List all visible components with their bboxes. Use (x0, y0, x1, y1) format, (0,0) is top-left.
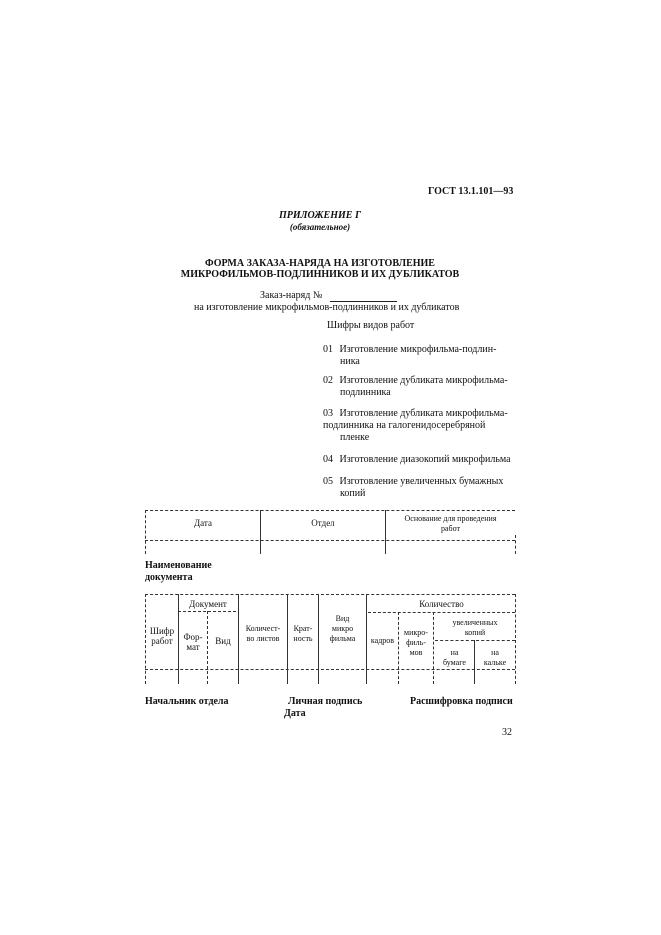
table2-col-multiplicity: Крат- ность (293, 624, 313, 643)
work-code-05: 05 Изготовление увеличенных бумажных копий (323, 476, 504, 499)
table2-copies-subheader-line (435, 640, 515, 641)
table2-header-bottom-line (145, 669, 515, 670)
table1-left-border (145, 510, 146, 554)
table1-col-dept: Отдел (311, 518, 335, 528)
table1-col-basis: Основание для проведения работ (404, 514, 497, 533)
table2-col-enlarged-copies: увеличенных копий (452, 618, 498, 637)
work-code-03: 03 Изготовление дубликата микрофильма- подлинника на галогенидосеребряной пленке (323, 408, 508, 443)
order-label: Заказ-наряд № (260, 290, 323, 301)
table2-col-quantity: Количество (419, 599, 464, 609)
table2-col-microfilms: микро- филь- мов (404, 628, 428, 657)
form-title-line1: ФОРМА ЗАКАЗА-НАРЯДА НА ИЗГОТОВЛЕНИЕ (205, 258, 435, 269)
work-code-02: 02 Изготовление дубликата микрофильма- подлинника (323, 375, 508, 398)
table1-divider-1 (260, 510, 261, 554)
signature-personal: Личная подпись (288, 696, 363, 707)
work-code-04: 04 Изготовление диазокопий микрофильма (323, 454, 511, 465)
table2-right-border (515, 594, 516, 684)
table2-col-type: Вид (215, 636, 231, 646)
table1-col-date: Дата (194, 518, 212, 528)
table2-col-shifr: Шифр работ (149, 626, 175, 646)
table1-top-border (145, 510, 515, 511)
signature-decoding: Расшифровка подписи (410, 696, 513, 707)
document-name-label: Наименование документа (145, 560, 212, 583)
table2-divider-films (433, 612, 434, 684)
table2-col-format: Фор- мат (183, 632, 203, 652)
table2-quantity-subheader-line (368, 612, 515, 613)
appendix-note: (обязательное) (289, 222, 351, 232)
table2-col-document: Документ (189, 599, 227, 609)
standard-number: ГОСТ 13.1.101—93 (428, 186, 514, 197)
table2-col-on-tracing-paper: на кальке (483, 648, 507, 667)
work-codes-heading: Шифры видов работ (327, 320, 415, 331)
table1-right-border (515, 535, 516, 554)
table2-col-on-paper: на бумаге (443, 648, 466, 667)
signature-head-of-department: Начальник отдела (145, 696, 229, 707)
work-code-01: 01 Изготовление микрофильма-подлин- ника (323, 344, 497, 367)
table1-divider-2 (385, 510, 386, 554)
page-number: 32 (502, 727, 512, 738)
table2-col-frames: кадров (370, 636, 395, 645)
order-subtitle: на изготовление микрофильмов-подлинников и их дубликатов (194, 302, 460, 313)
table2-top-border (145, 594, 515, 595)
appendix-title: ПРИЛОЖЕНИЕ Г (279, 210, 361, 221)
table2-divider-copies (474, 640, 475, 684)
form-title-line2: МИКРОФИЛЬМОВ-ПОДЛИННИКОВ И ИХ ДУБЛИКАТОВ (180, 269, 460, 280)
signature-date: Дата (284, 708, 306, 719)
table2-col-sheet-count: Количест- во листов (245, 624, 281, 643)
table1-middle-border (145, 540, 515, 541)
table2-col-microfilm-type: Вид микро фильма (329, 614, 356, 643)
table2-divider-format (207, 611, 208, 684)
table2-divider-shifr (178, 594, 179, 684)
